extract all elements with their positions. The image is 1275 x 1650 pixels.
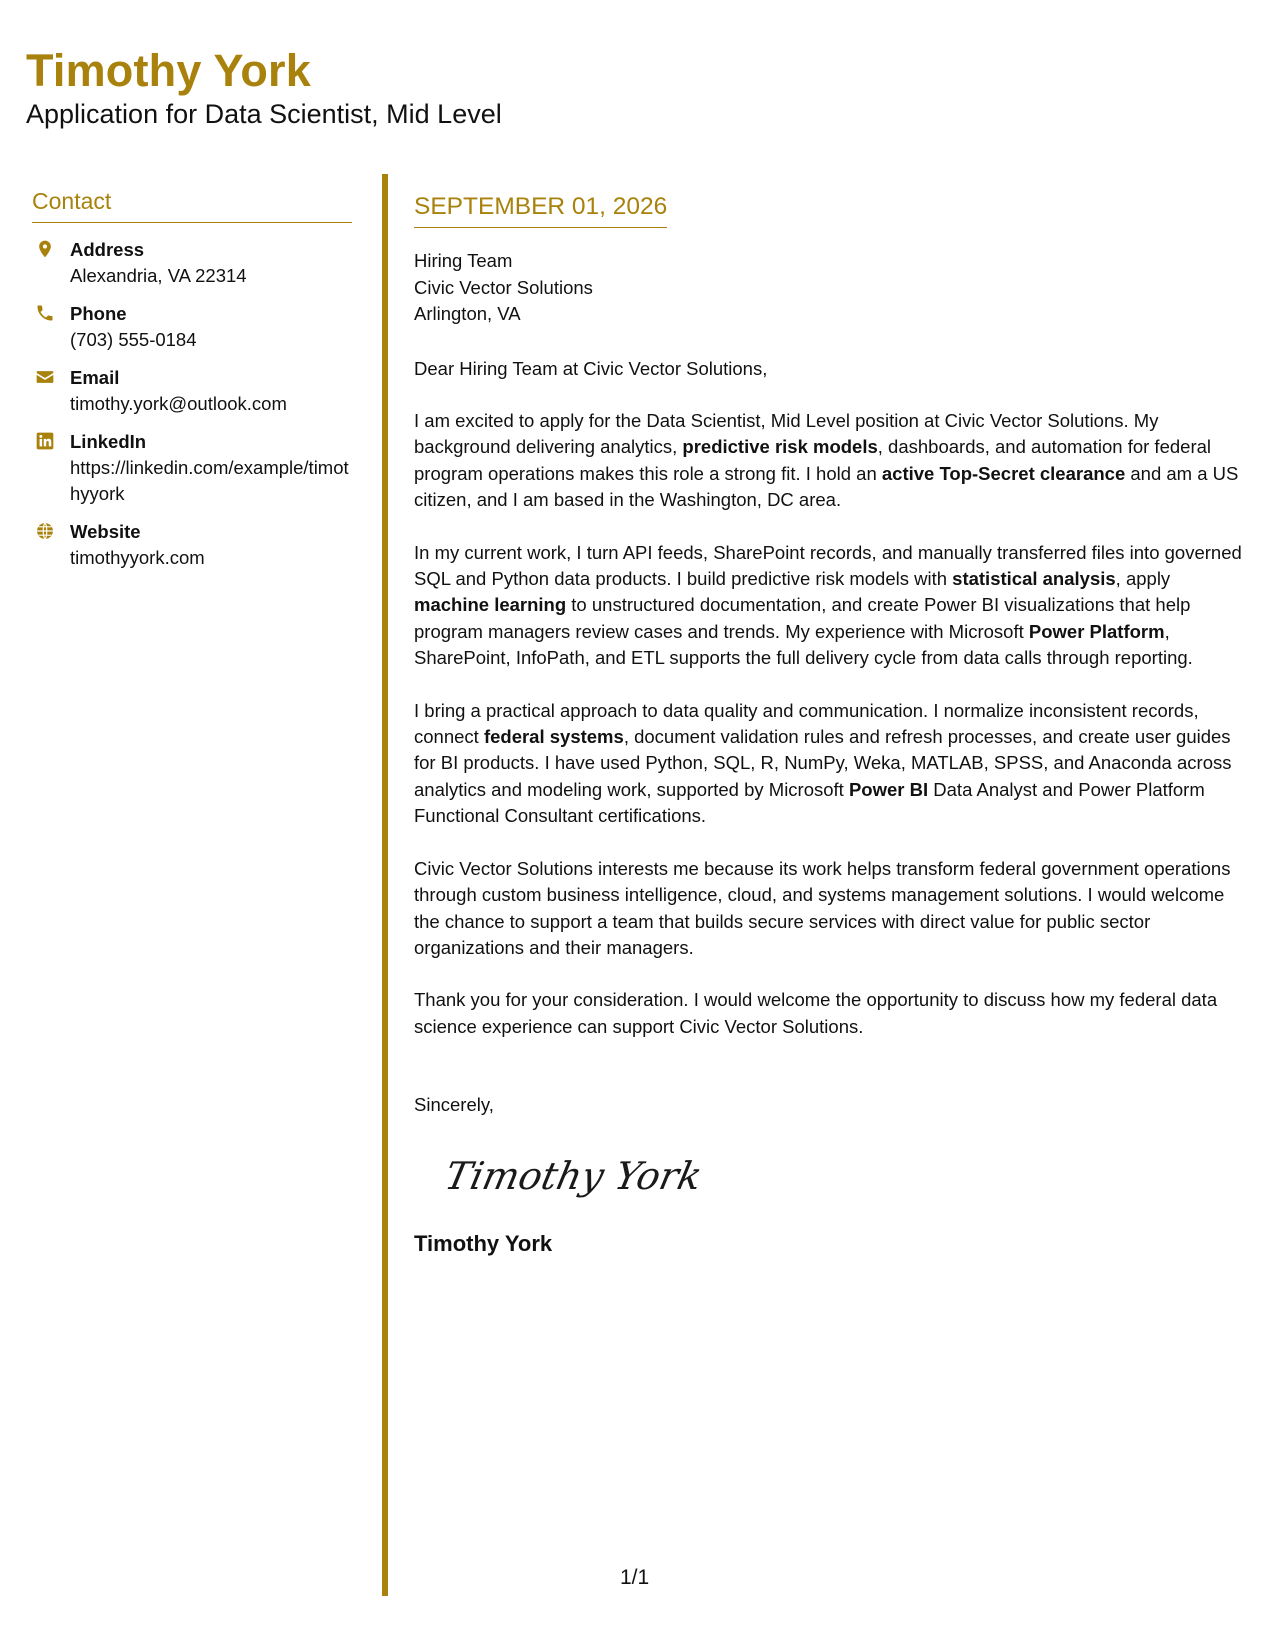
vertical-divider: [382, 174, 388, 1596]
contact-linkedin: [32, 429, 352, 507]
letter-paragraph: [414, 856, 1250, 962]
email-label: Email: [70, 366, 120, 388]
map-pin-icon: [32, 237, 70, 259]
contact-address: [32, 237, 352, 289]
recipient-line: Civic Vector Solutions: [414, 276, 593, 298]
letter-paragraph: [414, 698, 1250, 830]
emphasis-text: active Top-Secret clearance: [881, 462, 1126, 484]
greeting: Dear Hiring Team at Civic Vector Solutions,: [414, 357, 768, 379]
paragraph-text: , document validation rules and refresh processes, and create user guides for BI products. I have used Python, SQL, R, NumPy, Weka, MATLAB, SPSS, and Anaconda across analytics and modeling work, supported by Microsoft: [414, 726, 1232, 800]
contact-phone: [32, 301, 352, 353]
website-label: Website: [70, 520, 141, 542]
paragraph-text: Data Analyst and Power Platform Functional Consultant certifications.: [414, 778, 1205, 827]
letter-body: [414, 192, 1250, 1257]
emphasis-text: predictive risk models: [682, 436, 878, 458]
email-link[interactable]: timothy.york@outlook.com: [70, 392, 287, 414]
paragraph-text: , SharePoint, InfoPath, and ETL supports the full delivery cycle from data calls through reporting.: [414, 620, 1193, 669]
phone-value[interactable]: (703) 555-0184: [70, 328, 197, 350]
address-value: Alexandria, VA 22314: [70, 264, 247, 286]
signer-name: Timothy York: [414, 1230, 553, 1256]
linkedin-label: LinkedIn: [70, 430, 147, 452]
paragraph-text: I am excited to apply for the Data Scientist, Mid Level position at Civic Vector Solutions. My background delivering analytics,: [414, 410, 1159, 458]
application-subtitle: Application for Data Scientist, Mid Level: [26, 99, 502, 129]
applicant-name: Timothy York: [26, 45, 311, 96]
phone-label: Phone: [70, 302, 127, 324]
letter-paragraph: [414, 540, 1250, 672]
paragraph-text: , apply: [1115, 568, 1171, 590]
contact-heading: Contact: [32, 188, 352, 223]
handwritten-signature: [438, 1147, 1250, 1207]
contact-website: [32, 519, 352, 571]
contact-email: [32, 365, 352, 417]
paragraph-text: Thank you for your consideration. I would welcome the opportunity to discuss how my federal data science experience can support Civic Vector Solutions.: [414, 989, 1218, 1037]
recipient-block: [414, 248, 1250, 327]
emphasis-text: federal systems: [483, 726, 624, 748]
envelope-icon: [32, 365, 70, 387]
emphasis-text: machine learning: [414, 594, 567, 616]
paragraph-text: and am a US citizen, and I am based in the Washington, DC area.: [414, 462, 1239, 511]
paragraph-text: Civic Vector Solutions interests me because its work helps transform federal government operations through custom business intelligence, cloud, and systems management solutions. I would welcome the chance to support a team that builds secure services with direct value for public sector organizations and their managers.: [414, 857, 1231, 958]
recipient-line: Arlington, VA: [414, 303, 521, 325]
paragraph-text: I bring a practical approach to data quality and communication. I normalize inconsistent records, connect: [414, 699, 1199, 748]
paragraph-text: In my current work, I turn API feeds, SharePoint records, and manually transferred files into governed SQL and Python data products. I build predictive risk models with: [414, 541, 1242, 590]
linkedin-icon: [32, 429, 70, 451]
recipient-line: Hiring Team: [414, 250, 513, 272]
letter-paragraphs: [414, 408, 1250, 1040]
letter-paragraph: [414, 987, 1250, 1040]
globe-icon: [32, 519, 70, 541]
paragraph-text: , dashboards, and automation for federal program operations makes this role a strong fit. I hold an: [414, 436, 1211, 484]
paragraph-text: to unstructured documentation, and create Power BI visualizations that help program managers review cases and trends. My experience with Microsoft: [414, 594, 1191, 642]
phone-icon: [32, 301, 70, 323]
page-number: 1/1: [620, 1566, 650, 1589]
emphasis-text: statistical analysis: [952, 568, 1116, 590]
emphasis-text: Power Platform: [1028, 620, 1165, 642]
emphasis-text: Power BI: [848, 778, 929, 800]
address-label: Address: [70, 238, 145, 260]
letter-paragraph: [414, 408, 1250, 514]
linkedin-link[interactable]: https://linkedin.com/example/timothyyork: [70, 456, 349, 504]
letter-date: SEPTEMBER 01, 2026: [414, 192, 667, 228]
contact-sidebar: [32, 188, 352, 583]
signature-text: Timothy York: [440, 1153, 706, 1199]
closing: Sincerely,: [414, 1094, 494, 1116]
website-link[interactable]: timothyyork.com: [70, 546, 205, 568]
